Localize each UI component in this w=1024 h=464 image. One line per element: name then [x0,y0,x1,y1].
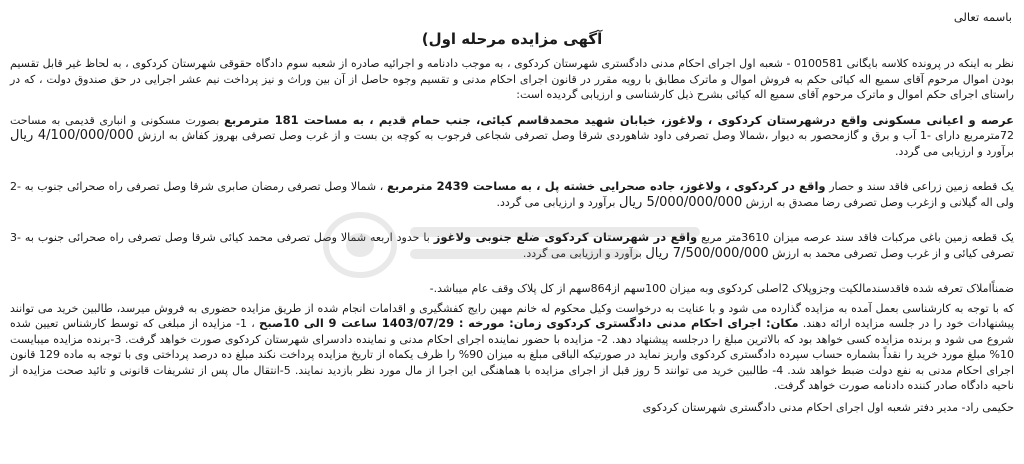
conditions-paragraph [10,301,1014,394]
auction-place-time: مکان: اجرای احکام مدنی دادگستری کردکوی زمان: مورخه : 1403/07/29 ساعت 9 الی 10صبح [259,316,799,330]
item-2-paragraph [10,179,1014,210]
intro-paragraph: نظر به اینکه در پرونده کلاسه بایگانی 0100581 - شعبه اول اجرای احکام مدنی دادگستری شهرستان کردکوی ، به موجب دادنامه و اجرائیه صادره از شعبه سوم دادگاه حقوقی شهرستان کردکوی ، به لحاظ غیر قابل تقسیم بودن اموال مرحوم آقای سمیع اله کیائی حکم به فروش اموال و ماترک مطابق با رویه مقرر در قانون اجرای احکام مدنی و تقسیم وجوه حاصل از آن بین وراث و نیز پرداخت نیم عشر اجرایی در حق صندوق دولت ، که در راستای اجرای حکم اموال و ماترک مرحوم آقای سمیع اله کیائی بشرح ذیل کارشناسی و ارزیابی گردیده است: [10,57,1014,101]
item-1-lead: عرصه و اعیانی مسکونی واقع درشهرستان کردکوی ، ولاغوز، خیابان شهید محمدقاسم کیائی، جنب حمام قدیم ، به مساحت 181 مترمربع [224,112,1014,127]
item-2-tail: برآورد و ارزیابی می گردد. [496,195,616,209]
item-2-description: ، شمالا وصل تصرفی رمضان صابری شرقا وصل تصرفی راه صحرائی جنوب به -2 ولی اله گیلانی و ازغرب وصل تصرفی رضا مصدق به ارزش [10,180,1014,209]
item-3-tail: برآورد و ارزیابی می گردد. [522,246,642,260]
item-1-description: بصورت مسکونی و انباری قدیمی به مساحت 72مترمربع دارای -1 آب و برق و گازمحصور به دیوار ،شمالا وصل تصرفی داود شاهوردی شرقا وصل تصرفی شجاعی فرجوب به کوچه بن بست و از غرب وصل تصرفی بهروز کفاش به ارزش [10,113,1015,142]
item-3-description: با حدود اربعه شمالا وصل تصرفی محمد کیائی شرقا وصل تصرفی راه صحرائی جنوب به -3 تصرفی کیائی و از غرب وصل تصرفی محمد به ارزش [10,231,1014,260]
heading-invocation: باسمه تعالی [953,10,1012,24]
ownership-note: ضمناًاملاک تعرفه شده فاقدسندمالکیت وجزوپلاک 2اصلی کردکوی وبه میزان 100سهم از864سهم از کل پلاک وقف عام میباشد.- [429,282,1014,295]
item-2-price: 5/000/000/000 ریال [619,194,743,210]
conditions-intro: که با توجه به کارشناسی بعمل آمده به مزایده گذارده می شود و با عنایت به درخواست وکیل محکوم له خانم مهین رایج کفشگیری و اقدامات انجام شده از طریق مزایده حضوری به فروش میرسد، طالبین خرید می توانند پیشنهادات خود را در جلسه مزایده ارائه دهند. [10,301,1015,330]
page-title: آگهی مزایده مرحله اول) [421,30,603,48]
item-3-paragraph [10,230,1014,261]
item-3-price: 7/500/000/000 ریال [645,245,769,261]
item-3-pre: یک قطعه زمین باغی مرکبات فاقد سند عرصه میزان 3610متر مربع [701,231,1014,244]
item-1-price: 4/100/000/000 ریال [10,128,134,143]
item-3-lead: واقع در شهرستان کردکوی ضلع جنوبی ولاغوز [433,230,698,244]
item-2-lead: واقع در کردکوی ، ولاغوز، جاده صحرایی خشته پل ، به مساحت 2439 مترمربع [387,179,826,193]
item-1-paragraph [10,113,1014,160]
item-2-pre: یک قطعه زمین زراعی فاقد سند و حصار [829,180,1014,193]
conditions-list: ، 1- مزایده از مبلغی که توسط کارشناس تعیین شده شروع می شود و برنده مزایده کسی خواهد بود که بالاترین مبلغ را درجلسه پیشنهاد دهد. 2- مزایده با حضور نماینده اجرای احکام مدنی و نماینده دادسرای شهرستان کردکوی صورت خواهد گرفت. 3-برنده مزایده میبایست 10% مبلغ مورد خرید را نقداً بشماره حساب سپرده دادگستری کردکوی واریز نماید در صورتیکه الباقی مبلغ به میزان 90% را ظرف یکماه از تاریخ مزایده پرداخت نکند مبلغ ده درصد پرداختی وی با توجه به ماده 129 قانون اجرای احکام مدنی به نفع دولت ضبط خواهد شد. 4- طالبین خرید می توانند 5 روز قبل از اجرای مزایده با هماهنگی این اجرا از مال مورد نظر بازدید نمایند. 5-انتقال مال پس از تشریفات قانونی و تائید صحت مزایده از ناحیه دادگاه صادر کننده دادنامه صورت خواهد گرفت. [10,317,1015,392]
signature-line: حکیمی راد- مدیر دفتر شعبه اول اجرای احکام مدنی دادگستری شهرستان کردکوی [642,400,1014,414]
item-1-tail: برآورد و ارزیابی می گردد. [895,144,1014,158]
